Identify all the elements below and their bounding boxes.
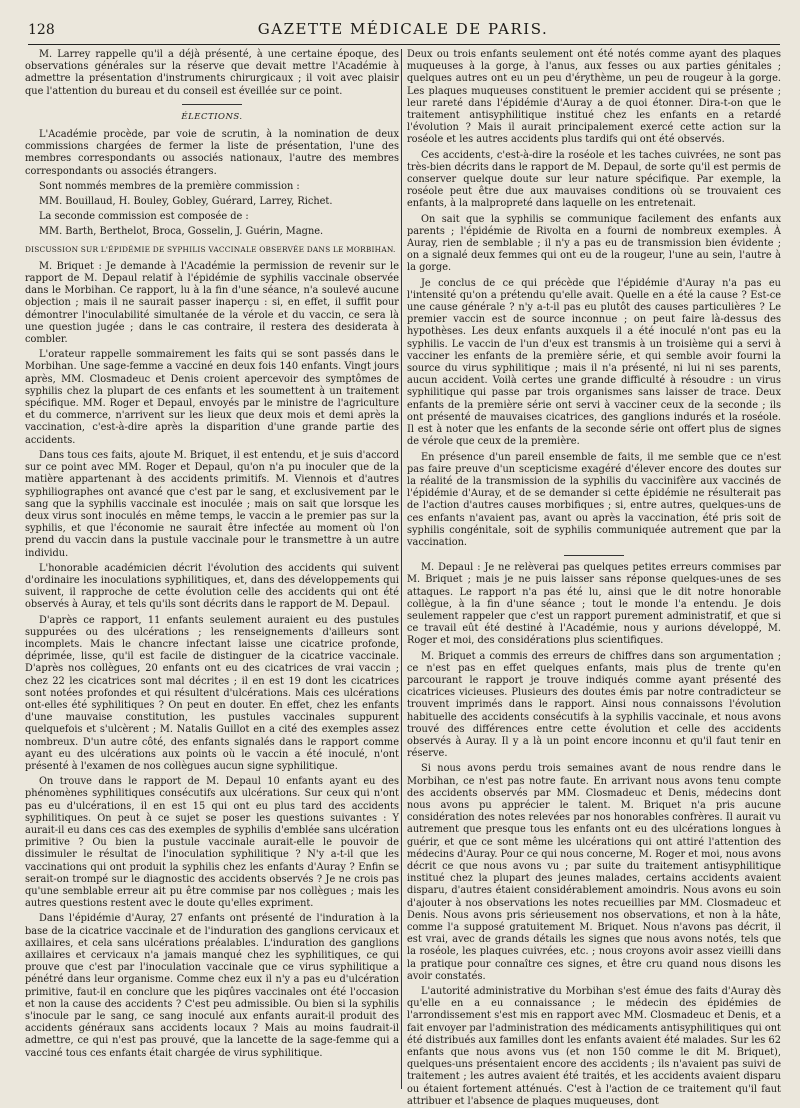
paragraph-right-3: On sait que la syphilis se communique facilement des enfants aux parents ; l'épidémie de Rivolta en a fourni de nombreux exemples. À Auray, rien de semblable ; il n'y a pas eu de transmission bien évidente ; on a signalé deux femmes qui ont eu de la rougeur, l'une au sein, l'autre à la gorge. — [407, 213, 781, 274]
paragraph-depaul-2: M. Briquet a commis des erreurs de chiffres dans son argumentation ; ce n'est pas en effet quelques enfants, mais plus de trente qu'en parcourant le rapport je trouve indiqués comme ayant présenté des cicatrices vicieuses. Plusieurs des doutes émis par notre contradicteur se trouvent imprimés dans le rapport. Ainsi nous connaissons l'évolution habituelle des accidents consécutifs à la syphilis vaccinale, et nous avons trouvé des différences entre cette évolution et celle des accidents observés à Auray. Il y a là un point encore inconnu et qu'il faut tenir en réserve. — [407, 650, 781, 760]
paragraph-briquet-6: On trouve dans le rapport de M. Depaul 10 enfants ayant eu des phénomènes syphilitiques consécutifs aux ulcérations. Sur ceux qui n'ont pas eu d'ulcérations, il en est 15 qui ont eu plus tard des accidents syphilitiques. On peut à ce sujet se poser les questions suivantes : Y aurait-il eu dans ces cas des exemples de syphilis d'emblée sans ulcération primitive ? Ou bien la pustule vaccinale aurait-elle le pouvoir de dissimuler le résultat de l'inoculation syphilitique ? N'y a-t-il que les vaccinations qui ont produit la syphilis chez les enfants d'Auray ? Enfin se serait-on trompé sur le diagnostic des accidents observés ? Je ne crois pas qu'une semblable erreur ait pu être commise par nos collègues ; mais les autres questions restent avec le doute qu'elles expriment. — [25, 776, 399, 910]
paragraph-briquet-7: Dans l'épidémie d'Auray, 27 enfants ont présenté de l'induration à la base de la cicatrice vaccinale et de l'induration des ganglions cervicaux et axillaires, et cela sans ulcérations préalables. L'induration des ganglions axillaires et cervicaux n'a jamais manqué chez les syphilitiques, ce qui prouve que c'est par l'inoculation vaccinale que ce virus syphilitique a pénétré dans leur organisme. Comme chez eux il n'y a pas eu d'ulcération primitive, faut-il en conclure que les piqûres vaccinales ont été l'occasion et non la cause des accidents ? C'est peu admissible. Ou bien si la syphilis s'inocule par le sang, ce sang inoculé aux enfants aurait-il produit des accidents généraux sans accidents locaux ? Mais au moins faudrait-il admettre, ce qui n'est pas prouvé, que la lancette de la sage-femme qui a vacciné tous ces enfants était chargée de virus syphilitique. — [25, 913, 399, 1059]
first-commission-members: MM. Bouillaud, H. Bouley, Gobley, Guérard, Larrey, Richet. — [39, 196, 333, 208]
second-commission-intro: La seconde commission est composée de : — [39, 211, 249, 223]
right-column — [407, 49, 781, 1107]
paragraph-depaul-4: L'autorité administrative du Morbihan s'est émue des faits d'Auray dès qu'elle en a eu connaissance ; le médecin des épidémies de l'arrondissement s'est mis en rapport avec MM. Closmadeuc et Denis, et a fait envoyer par l'administration des médicaments antisyphilitiques qui ont été distribués aux familles dont les enfants avaient été malades. Sur les 62 enfants que nous avons vus (et non 150 comme le dit M. Briquet), quelques-uns présentaient encore des accidents ; ils n'avaient pas suivi de traitement ; les autres avaient été traités, et les accidents avaient disparu ou étaient fortement atténués. C'est à l'action de ce traitement qu'il faut attribuer et l'absence de plaques muqueuses, dont — [407, 986, 781, 1107]
second-commission-members: MM. Barth, Berthelot, Broca, Gosselin, J. Guérin, Magne. — [39, 226, 324, 238]
paragraph-briquet-4: L'honorable académicien décrit l'évolution des accidents qui suivent d'ordinaire les inoculations syphilitiques, et, dans des développements qui suivent, il rapproche de cette évolution celle des accidents qui ont été observés à Auray, et tels qu'ils sont décrits dans le rapport de M. Depaul. — [25, 562, 399, 611]
running-title: GAZETTE MÉDICALE DE PARIS. — [257, 20, 549, 38]
paragraph-right-2: Ces accidents, c'est-à-dire la roséole et les taches cuivrées, ne sont pas très-bien décrits dans le rapport de M. Depaul, de sorte qu'il est permis de conserver quelque doute sur leur nature spécifique. Par exemple, la roséole peut être due aux mauvaises conditions où se trouvaient ces enfants, à la malpropreté dans laquelle on les entretenait. — [407, 149, 781, 210]
elections-heading: ÉLECTIONS. — [181, 111, 243, 122]
section-divider — [564, 555, 624, 556]
paragraph-briquet-2: L'orateur rappelle sommairement les faits qui se sont passés dans le Morbihan. Une sage-femme a vacciné en deux fois 140 enfants. Vingt jours après, MM. Closmadeuc et Denis croient apercevoir des symptômes de syphilis chez la plupart de ces enfants et les soumettent à un traitement spécifique. MM. Roger et Depaul, envoyés par le ministre de l'agriculture et du commerce, n'arrivent sur les lieux que deux mois et demi après la vaccination, c'est-à-dire après la disparition d'une grande partie des accidents. — [25, 349, 399, 446]
first-commission-intro: Sont nommés membres de la première commission : — [39, 180, 300, 192]
header-rule — [28, 44, 780, 45]
paragraph-right-1: Deux ou trois enfants seulement ont été notés comme ayant des plaques muqueuses à la gorge, à l'anus, aux fesses ou aux parties génitales ; quelques autres ont eu un peu d'érythème, un peu de rougeur à la gorge. Les plaques muqueuses constituent le premier accident qui se présente ; leur rareté dans l'épidémie d'Auray a de quoi étonner. Dira-t-on que le traitement antisyphilitique institué chez les enfants en a retardé l'évolution ? Mais il aurait principalement exercé cette action sur la roséole et les autres accidents plus tardifs qui ont été observés. — [407, 49, 781, 146]
column-divider — [401, 49, 402, 1089]
paragraph-right-5: En présence d'un pareil ensemble de faits, il me semble que ce n'est pas faire preuve d'un scepticisme exagéré d'élever encore des doutes sur la réalité de la transmission de la syphilis du vaccinifère aux vaccinés de l'épidémie d'Auray, et de se demander si cette épidémie ne résulterait pas de l'action d'autres causes morbifiques ; si, entre autres, quelques-uns de ces enfants n'avaient pas, avant ou après la vaccination, été pris soit de syphilis congénitale, soit de syphilis communiquée autrement que par la vaccination. — [407, 451, 781, 548]
paragraph-right-4: Je conclus de ce qui précède que l'épidémie d'Auray n'a pas eu l'intensité qu'on a prétendu qu'elle avait. Quelle en a été la cause ? Est-ce une cause générale ? n'y a-t-il pas eu plutôt des causes particulières ? Le premier vaccin est de source inconnue ; on peut faire là-dessus des hypothèses. Les deux enfants auxquels il a été inoculé n'ont pas eu la syphilis. Le vaccin de l'un d'eux est transmis à un troisième qui a servi à vacciner les enfants de la première série, et qui semble avoir fourni la source du virus syphilitique ; mais il n'a présenté, ni lui ni ses parents, aucun accident. Voilà certes une grande difficulté à résoudre : un virus syphilitique qui passe par trois organismes sans laisser de trace. Deux enfants de la première série ont servi à vacciner ceux de la seconde ; ils ont présenté de mauvaises cicatrices, des ganglions indurés et la roséole. Il est à noter que les enfants de la seconde série ont offert plus de signes de vérole que ceux de la première. — [407, 277, 781, 448]
paragraph-depaul-1: M. Depaul : Je ne relèverai pas quelques petites erreurs commises par M. Briquet ; mais je ne puis laisser sans réponse quelques-unes de ses attaques. Le rapport n'a pas été lu, ainsi que le dit notre honorable collègue, à la fin d'une séance ; tout le monde l'a entendu. Je dois seulement rappeler que c'est un rapport purement administratif, et que si ce travail eût été destiné à l'Académie, nous y aurions développé, M. Roger et moi, des considérations plus scientifiques. — [407, 562, 781, 647]
paragraph-briquet-1: M. Briquet : Je demande à l'Académie la permission de revenir sur le rapport de M. Depaul relatif à l'épidémie de syphilis vaccinale observée dans le Morbihan. Ce rapport, lu à la fin d'une séance, n'a soulevé aucune objection ; mais il ne saurait passer inaperçu : si, en effet, il suffit pour démontrer l'inoculabilité simultanée de la vérole et du vaccin, ce sera là une question jugée ; dans le cas contraire, il restera des desiderata à combler. — [25, 260, 399, 346]
left-column — [25, 49, 399, 1089]
paragraph-elections: L'Académie procède, par voie de scrutin, à la nomination de deux commissions chargées de fermer la liste de présentation, l'une des membres correspondants ou associés nationaux, l'autre des membres correspondants ou associés étrangers. — [25, 129, 399, 177]
paragraph-depaul-3: Si nous avons perdu trois semaines avant de nous rendre dans le Morbihan, ce n'est pas notre faute. En arrivant nous avons tenu compte des accidents observés par MM. Closmadeuc et Denis, médecins dont nous avons pu apprécier le talent. M. Briquet n'a pris aucune considération des notes relevées par nos honorables confrères. Il aurait vu autrement que presque tous les enfants ont eu des ulcérations longues à guérir, et que ce sont même les ulcérations qui ont attiré l'attention des médecins d'Auray. Pour ce qui nous concerne, M. Roger et moi, nous avons décrit ce que nous avons vu ; par suite du traitement antisyphilitique institué chez la plupart des jeunes malades, certains accidents avaient disparu, d'autres étaient considérablement amoindris. Nous avons eu soin d'ajouter à nos observations les notes recueillies par MM. Closmadeuc et Denis. Nous avons pris sérieusement nos observations, et non à la hâte, comme l'a supposé gratuitement M. Briquet. Nous n'avons pas décrit, il est vrai, avec de grands détails les signes que nous avons notés, tels que la roséole, les plaques cuivrées, etc. ; nous croyons avoir assez vieilli dans la pratique pour connaître ces signes, et être cru quand nous disons les avoir constatés. — [407, 763, 781, 982]
page-header — [28, 18, 778, 42]
paragraph-larrey: M. Larrey rappelle qu'il a déjà présenté, à une certaine époque, des observations générales sur la réserve que devait mettre l'Académie à admettre la présentation d'instruments chirurgicaux ; il voit avec plaisir que l'attention du bureau et du conseil est éveillée sur ce point. — [25, 49, 399, 97]
discussion-heading: DISCUSSION SUR L'ÉPIDÉMIE DE SYPHILIS VACCINALE OBSERVÉE DANS LE MORBIHAN. — [25, 244, 396, 254]
section-divider — [182, 104, 242, 105]
paragraph-briquet-5: D'après ce rapport, 11 enfants seulement auraient eu des pustules suppurées ou des ulcérations ; les renseignements d'ailleurs sont incomplets. Mais le chancre infectant laisse une cicatrice profonde, déprimée, lisse, qu'il est facile de distinguer de la cicatrice vaccinale. D'après nos collègues, 20 enfants ont eu des cicatrices de vrai vaccin ; chez 22 les cicatrices sont mal décrites ; il en est 19 dont les cicatrices sont notées profondes et qui résultent d'ulcérations. Mais ces ulcérations ont-elles été syphilitiques ? On peut en douter. En effet, chez les enfants d'une mauvaise constitution, les pustules vaccinales suppurent quelquefois et s'ulcèrent ; M. Natalis Guillot en a cité des exemples assez nombreux. D'un autre côté, des enfants signalés dans le rapport comme ayant eu des ulcérations aux points où le vaccin a été inoculé, n'ont présenté à l'examen de nos collègues aucun signe syphilitique. — [25, 614, 399, 772]
paragraph-briquet-3: Dans tous ces faits, ajoute M. Briquet, il est entendu, et je suis d'accord sur ce point avec MM. Roger et Depaul, qu'on n'a pu inoculer que de la matière appartenant à des accidents primitifs. M. Viennois et d'autres syphiliographes ont avancé que c'est par le sang, et exclusivement par le sang que la syphilis vaccinale est inoculée ; mais on sait que lorsque les deux virus sont inoculés en même temps, le vaccin a le premier pas sur la syphilis, et que l'économie ne saurait être infectée au moment où l'on prend du vaccin dans la pustule vaccinale pour le transmettre à un autre individu. — [25, 449, 399, 559]
page-number: 128 — [28, 22, 55, 38]
